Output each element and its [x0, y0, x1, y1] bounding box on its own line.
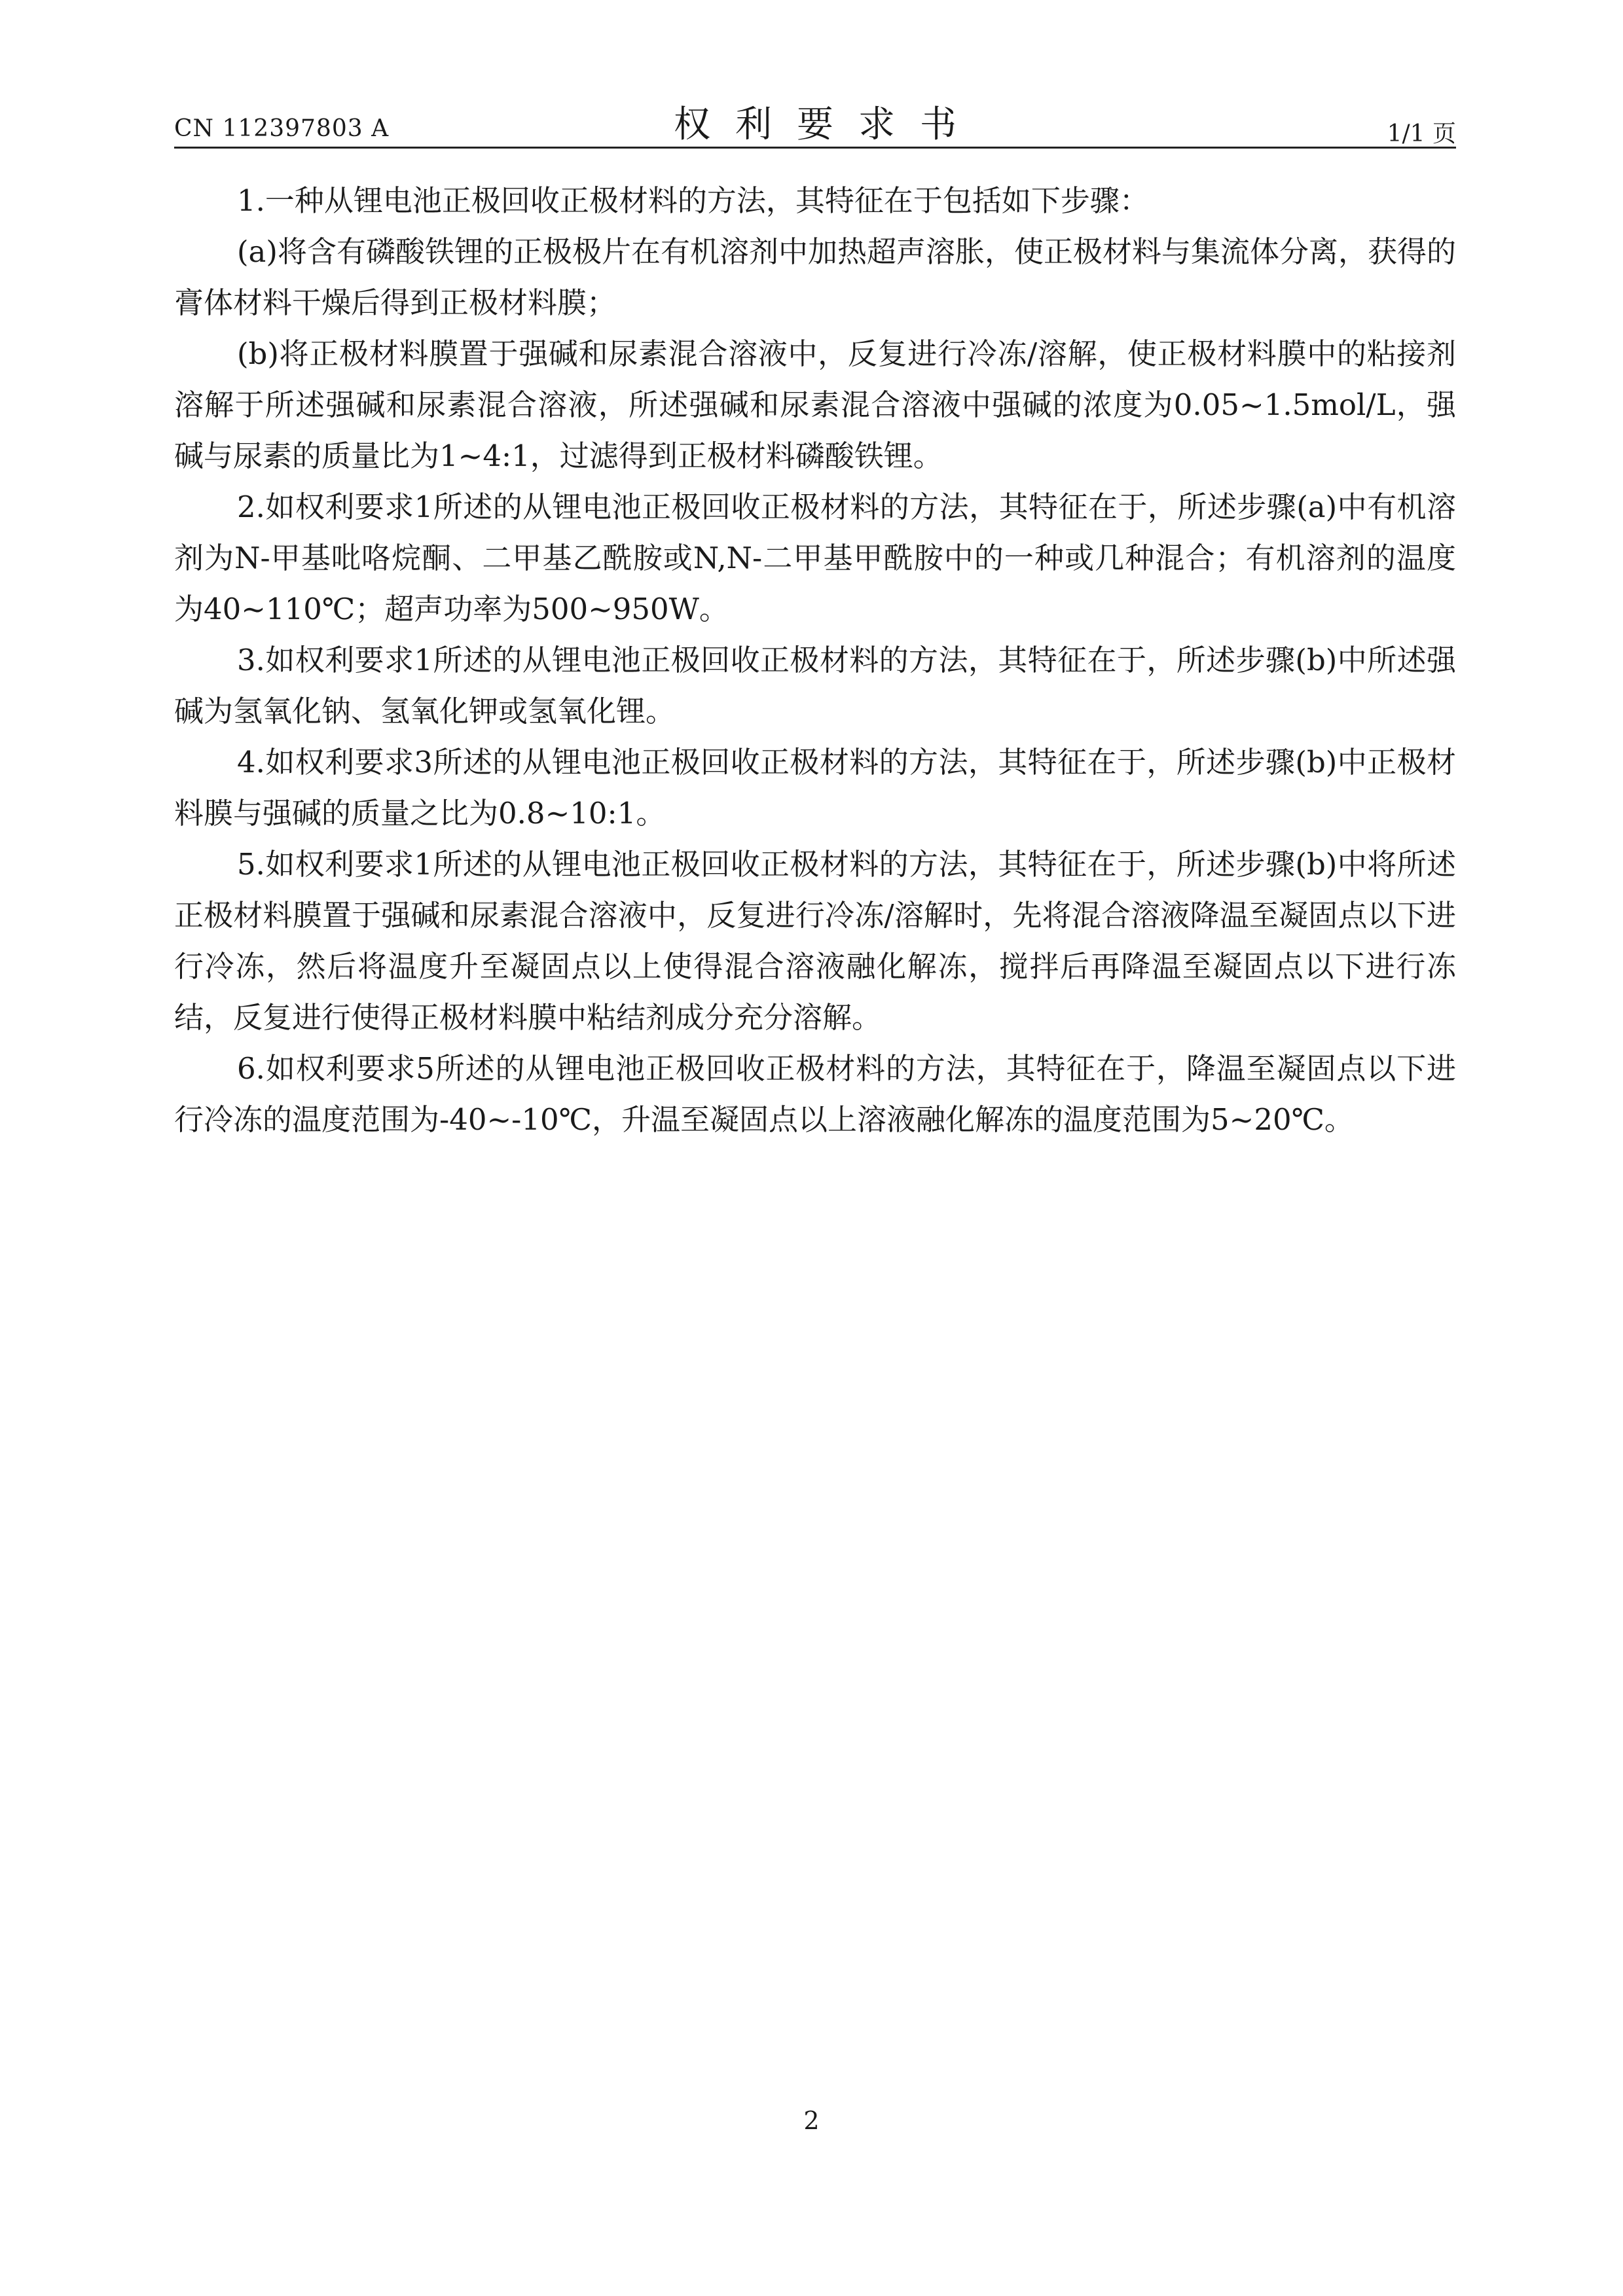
- claim-1-step-b: (b)将正极材料膜置于强碱和尿素混合溶液中，反复进行冷冻/溶解，使正极材料膜中的粘接剂溶解于所述强碱和尿素混合溶液，所述强碱和尿素混合溶液中强碱的浓度为0.05~1.5mol/L，强碱与尿素的质量比为1~4:1，过滤得到正极材料磷酸铁锂。: [174, 336, 1456, 473]
- claims-body: [174, 175, 1456, 1145]
- claim-6: 6.如权利要求5所述的从锂电池正极回收正极材料的方法，其特征在于，降温至凝固点以下进行冷冻的温度范围为-40~-10℃，升温至凝固点以上溶液融化解冻的温度范围为5~20℃。: [174, 1051, 1456, 1137]
- page-header: [174, 92, 1456, 147]
- claim-4: 4.如权利要求3所述的从锂电池正极回收正极材料的方法，其特征在于，所述步骤(b)中正极材料膜与强碱的质量之比为0.8~10:1。: [174, 745, 1456, 831]
- claim-1-step-a: (a)将含有磷酸铁锂的正极极片在有机溶剂中加热超声溶胀，使正极材料与集流体分离，获得的膏体材料干燥后得到正极材料膜；: [174, 234, 1456, 320]
- header-divider: [174, 147, 1456, 149]
- claim-5: 5.如权利要求1所述的从锂电池正极回收正极材料的方法，其特征在于，所述步骤(b)中将所述正极材料膜置于强碱和尿素混合溶液中，反复进行冷冻/溶解时，先将混合溶液降温至凝固点以下进行冷冻，然后将温度升至凝固点以上使得混合溶液融化解冻，搅拌后再降温至凝固点以下进行冻结，反复进行使得正极材料膜中粘结剂成分充分溶解。: [174, 847, 1456, 1035]
- publication-number: CN 112397803 A: [174, 115, 390, 142]
- claim-2: 2.如权利要求1所述的从锂电池正极回收正极材料的方法，其特征在于，所述步骤(a)中有机溶剂为N-甲基吡咯烷酮、二甲基乙酰胺或N,N-二甲基甲酰胺中的一种或几种混合；有机溶剂的温度为40~110℃；超声功率为500~950W。: [174, 490, 1456, 626]
- page-indicator: 1/1 页: [1387, 120, 1456, 147]
- page-number: 2: [803, 2106, 820, 2135]
- claim-1-intro: 1.一种从锂电池正极回收正极材料的方法，其特征在于包括如下步骤：: [237, 183, 1149, 218]
- claim-3: 3.如权利要求1所述的从锂电池正极回收正极材料的方法，其特征在于，所述步骤(b)中所述强碱为氢氧化钠、氢氧化钾或氢氧化锂。: [174, 643, 1456, 728]
- document-title: 权利要求书: [674, 103, 981, 146]
